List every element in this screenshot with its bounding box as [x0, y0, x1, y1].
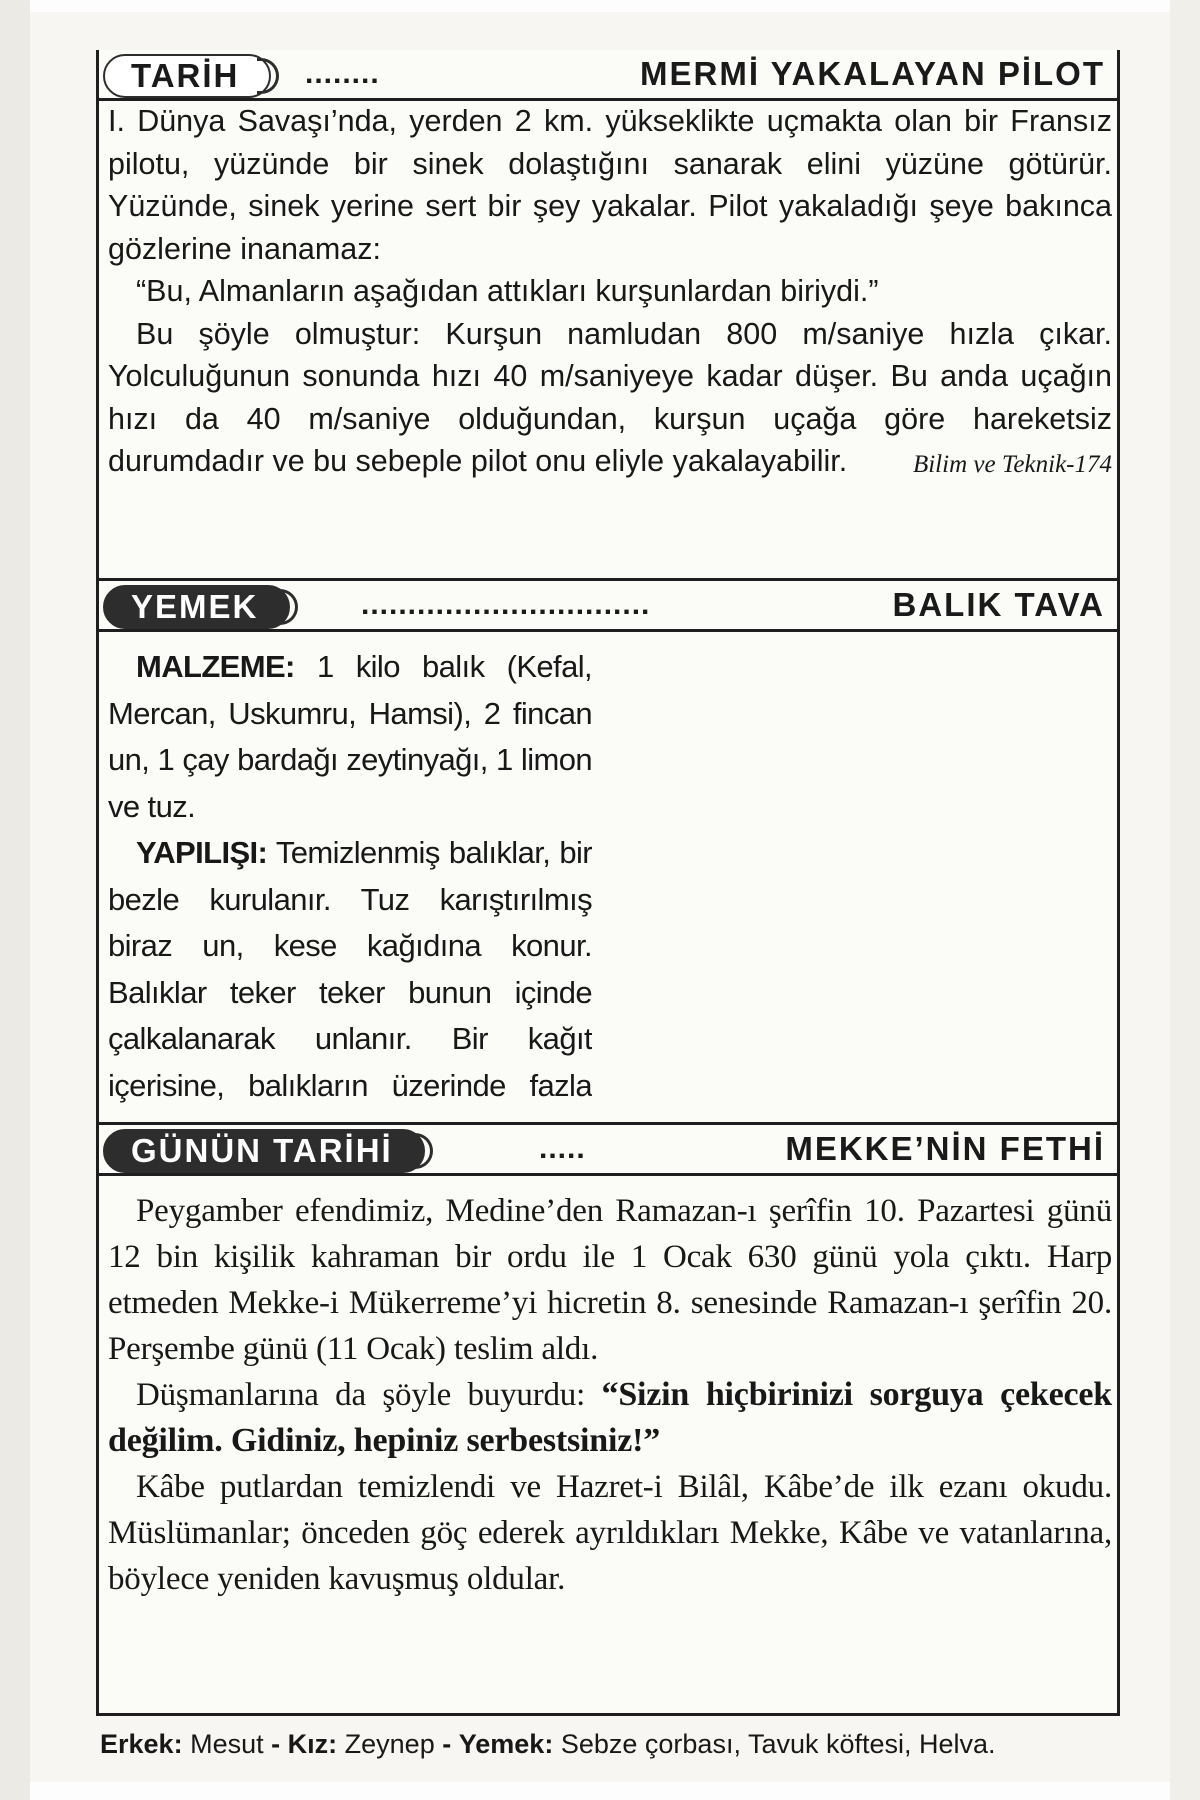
gunun-tarihi-label: GÜNÜN TARİHİ — [103, 1129, 425, 1173]
tarih-dots: ........ — [305, 57, 380, 90]
gunun-tarihi-paragraph-1: Peygamber efendimiz, Medine’den Ramazan-ı şerîfin 10. Pazartesi günü 12 bin kişilik kahraman bir ordu ile 1 Ocak 630 günü yola çıktı. Harp etmeden Mekke-i Mükerreme’yi hicretin 8. senesinde Ramazan-ı şerîfin 20. Perşembe günü (11 Ocak) teslim aldı. — [108, 1193, 1112, 1367]
tarih-paragraph-2 — [108, 313, 1112, 483]
yemek-header — [96, 581, 1120, 629]
divider — [96, 629, 1120, 632]
yemek-title: BALIK TAVA — [892, 586, 1105, 623]
gunun-tarihi-body — [108, 1188, 1112, 1602]
footer-kiz-label: Kız: — [287, 1729, 338, 1759]
gunun-tarihi-dots: ..... — [539, 1132, 586, 1165]
yapilisi-label: YAPILIŞI: — [136, 835, 268, 870]
footer-yemek-value: Sebze çorbası, Tavuk köftesi, Helva. — [560, 1729, 996, 1759]
gunun-tarihi-paragraph-2 — [108, 1372, 1112, 1464]
yemek-recipe-text — [108, 644, 592, 1114]
tarih-header — [96, 50, 1120, 98]
yapilisi-text: Temizlenmiş balıklar, bir bezle kurulanır. Tuz karıştırılmış biraz un, kese kağıdına konur. Balıklar teker teker bunun içinde çalkalanarak unlanır. Bir kağıt içerisine, balıkların üzerinde fazla — [108, 835, 592, 1103]
footer-separator: - — [442, 1729, 452, 1759]
tarih-paragraph-1: I. Dünya Savaşı’nda, yerden 2 km. yükseklikte uçmakta olan bir Fransız pilotu, yüzünde bir sinek dolaştığını sanarak elini yüzüne götürür. Yüzünde, sinek yerine sert bir şey yakalar. Pilot yakaladığı şeye bakınca gözlerine inanamaz: — [108, 104, 1112, 266]
footer-line — [100, 1726, 1120, 1762]
footer-separator: - — [271, 1729, 281, 1759]
footer-erkek-value: Mesut — [190, 1729, 264, 1759]
adjacent-page-edge-right — [1170, 0, 1200, 1800]
tarih-source: Bilim ve Teknik-174 — [912, 451, 1112, 478]
footer-kiz-value: Zeynep — [344, 1729, 435, 1759]
gunun-tarihi-paragraph-3: Kâbe putlardan temizlendi ve Hazret-i Bilâl, Kâbe’de ilk ezanı okudu. Müslümanlar; önceden göç ederek ayrıldıkları Mekke, Kâbe ve vatanlarına, böylece yeniden kavuşmuş oldular. — [108, 1469, 1112, 1597]
yemek-dots: ............................... — [361, 588, 651, 621]
malzeme-label: MALZEME: — [136, 649, 295, 684]
tarih-paragraph-2-text: Bu şöyle olmuştur: Kurşun namludan 800 m/saniye hızla çıkar. Yolculuğunun sonunda hızı 40 m/saniyeye kadar düşer. Bu anda uçağın hızı da 40 m/saniye olduğundan, kurşun uçağa göre hareketsiz durumdadır ve bu sebeple pilot onu eliyle yakalayabilir. — [108, 316, 1112, 478]
gunun-tarihi-quote: “Sizin hiçbirinizi sorguya çekecek değilim. Gidiniz, hepiniz serbestsiniz!” — [108, 1376, 1112, 1459]
yemek-label: YEMEK — [103, 585, 290, 629]
tarih-title: MERMİ YAKALAYAN PİLOT — [640, 55, 1105, 92]
malzeme-text: 1 kilo balık (Kefal, Mercan, Uskumru, Hamsi), 2 fincan un, 1 çay bardağı zeytinyağı, 1 limon ve tuz. — [108, 649, 592, 824]
adjacent-page-edge-left — [0, 0, 30, 1800]
tarih-label: TARİH — [103, 54, 271, 98]
gunun-tarihi-title: MEKKE’NİN FETHİ — [785, 1130, 1105, 1167]
gunun-tarihi-header — [96, 1125, 1120, 1173]
divider — [96, 1173, 1120, 1176]
gunun-tarihi-lead: Düşmanlarına da şöyle buyurdu: — [136, 1377, 586, 1413]
footer-erkek-label: Erkek: — [100, 1729, 183, 1759]
footer-yemek-label: Yemek: — [458, 1729, 554, 1759]
yemek-body — [108, 644, 1108, 1114]
tarih-body — [108, 100, 1112, 487]
tarih-quote: “Bu, Almanların aşağıdan attıkları kurşunlardan biriydi.” — [136, 274, 879, 308]
